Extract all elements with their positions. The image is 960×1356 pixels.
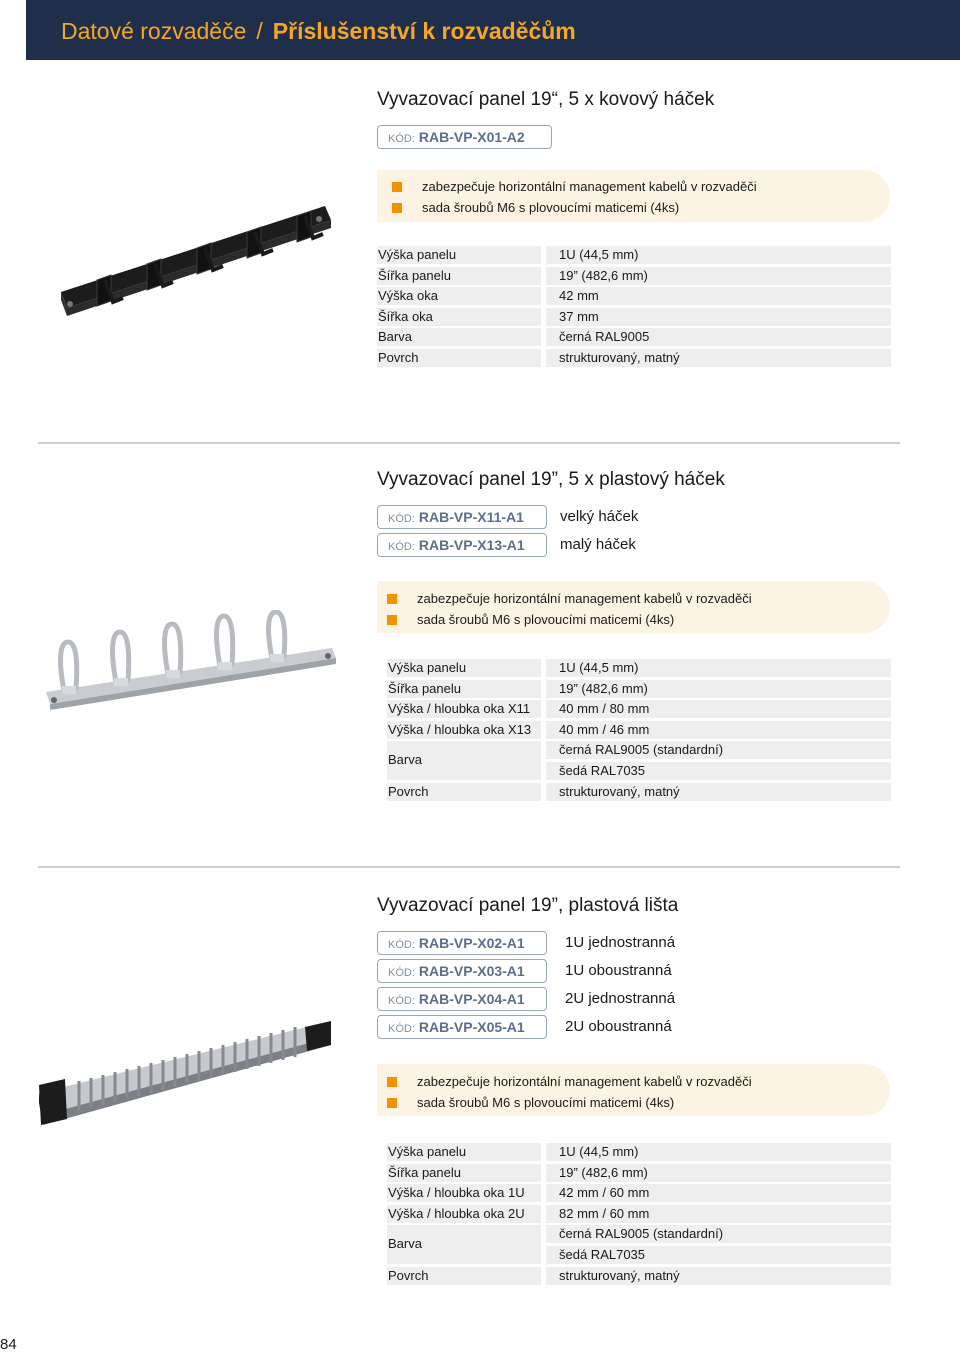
product-title: Vyvazovací panel 19”, 5 x plastový háček [377,469,725,490]
product-code-box [377,931,547,955]
spec-value: strukturovaný, matný [546,1267,891,1285]
product-code-box [377,505,547,529]
spec-value: 1U (44,5 mm) [546,246,891,264]
spec-row [387,721,891,739]
code-description: 1U oboustranná [565,962,672,979]
spec-label: Výška / hloubka oka X13 [387,721,541,739]
spec-label: Výška oka [377,287,541,305]
breadcrumb-category: Datové rozvaděče [61,18,247,44]
feature-box [377,581,890,633]
spec-value: 40 mm / 80 mm [546,700,891,718]
spec-table [387,1143,891,1285]
code-description: 2U jednostranná [565,990,676,1007]
page-header [26,0,960,60]
spec-value: strukturovaný, matný [546,349,891,367]
spec-label: Výška panelu [377,246,541,264]
spec-label: Šířka panelu [387,1164,541,1182]
spec-row [377,328,891,346]
spec-value: 40 mm / 46 mm [546,721,891,739]
feature-item: zabezpečuje horizontální management kabelů v rozvaděči [387,591,752,606]
spec-row [387,700,891,718]
page-number: 84 [0,1336,17,1353]
product-code-box [377,959,547,983]
spec-value: 42 mm / 60 mm [546,1184,891,1202]
code-value: RAB-VP-X02-A1 [418,935,525,951]
spec-row [387,1205,891,1223]
code-prefix: KÓD: [388,1023,415,1035]
section-divider [38,442,900,444]
spec-label: Výška panelu [387,659,541,677]
bullet-icon [392,203,402,213]
spec-row [377,349,891,367]
spec-row [377,246,891,264]
code-prefix: KÓD: [388,967,415,979]
feature-item: sada šroubů M6 s plovoucími maticemi (4ks) [387,612,674,627]
spec-row [387,680,891,698]
product-title: Vyvazovací panel 19”, plastová lišta [377,895,679,916]
bullet-icon [387,1098,397,1108]
code-value: RAB-VP-X01-A2 [418,129,525,145]
spec-row [387,1143,891,1161]
feature-box [377,1064,890,1116]
code-prefix: KÓD: [388,939,415,951]
product-title: Vyvazovací panel 19“, 5 x kovový háček [377,89,715,110]
code-description: malý háček [560,536,636,553]
spec-value: šedá RAL7035 [546,762,891,780]
spec-table [387,659,891,802]
section-divider [38,866,900,868]
spec-row [377,308,891,326]
spec-value: 42 mm [546,287,891,305]
spec-value: černá RAL9005 [546,328,891,346]
feature-item: sada šroubů M6 s plovoucími maticemi (4ks) [392,200,679,215]
spec-table [377,246,891,366]
spec-row [387,659,891,677]
feature-item: zabezpečuje horizontální management kabelů v rozvaděči [387,1074,752,1089]
product-code-box [377,125,552,149]
code-value: RAB-VP-X05-A1 [418,1019,525,1035]
spec-row [377,287,891,305]
bullet-icon [392,182,402,192]
spec-label: Povrch [387,783,541,801]
code-prefix: KÓD: [388,133,415,145]
spec-value: 19” (482,6 mm) [546,680,891,698]
code-prefix: KÓD: [388,513,415,525]
bullet-icon [387,594,397,604]
feature-item: zabezpečuje horizontální management kabelů v rozvaděči [392,179,757,194]
spec-label: Barva [377,328,541,346]
feature-box [377,170,890,222]
product-image-plastic-hooks [40,610,340,720]
code-description: 1U jednostranná [565,934,676,951]
spec-value: černá RAL9005 (standardní) [546,741,891,759]
product-image-metal-hooks [55,200,335,340]
code-value: RAB-VP-X11-A1 [418,509,524,525]
spec-row [387,1225,891,1264]
spec-value: 82 mm / 60 mm [546,1205,891,1223]
spec-row [387,783,891,801]
code-value: RAB-VP-X13-A1 [418,537,525,553]
product-image-plastic-duct [35,1015,335,1130]
product-code-box [377,987,547,1011]
spec-value: strukturovaný, matný [546,783,891,801]
breadcrumb [61,18,576,45]
spec-row [387,1267,891,1285]
bullet-icon [387,615,397,625]
spec-value: 1U (44,5 mm) [546,1143,891,1161]
spec-row [377,267,891,285]
spec-label: Šířka oka [377,308,541,326]
bullet-icon [387,1077,397,1087]
spec-label: Barva [387,741,541,780]
spec-label: Výška / hloubka oka X11 [387,700,541,718]
spec-value: 19” (482,6 mm) [546,1164,891,1182]
spec-label: Výška panelu [387,1143,541,1161]
feature-item: sada šroubů M6 s plovoucími maticemi (4ks) [387,1095,674,1110]
spec-label: Výška / hloubka oka 1U [387,1184,541,1202]
spec-row [387,1164,891,1182]
spec-row [387,741,891,780]
spec-label: Šířka panelu [377,267,541,285]
spec-label: Barva [387,1225,541,1264]
code-prefix: KÓD: [388,541,415,553]
spec-value: 1U (44,5 mm) [546,659,891,677]
code-description: velký háček [560,508,639,525]
spec-value: 37 mm [546,308,891,326]
spec-label: Šířka panelu [387,680,541,698]
code-description: 2U oboustranná [565,1018,672,1035]
spec-label: Povrch [387,1267,541,1285]
product-code-box [377,1015,547,1039]
breadcrumb-separator: / [256,18,263,44]
spec-value: černá RAL9005 (standardní) [546,1225,891,1243]
product-code-box [377,533,547,557]
spec-label: Povrch [377,349,541,367]
spec-value: šedá RAL7035 [546,1246,891,1264]
breadcrumb-subcategory: Příslušenství k rozvaděčům [272,18,576,44]
spec-value: 19” (482,6 mm) [546,267,891,285]
spec-label: Výška / hloubka oka 2U [387,1205,541,1223]
spec-row [387,1184,891,1202]
code-value: RAB-VP-X04-A1 [418,991,525,1007]
code-value: RAB-VP-X03-A1 [418,963,525,979]
code-prefix: KÓD: [388,995,415,1007]
